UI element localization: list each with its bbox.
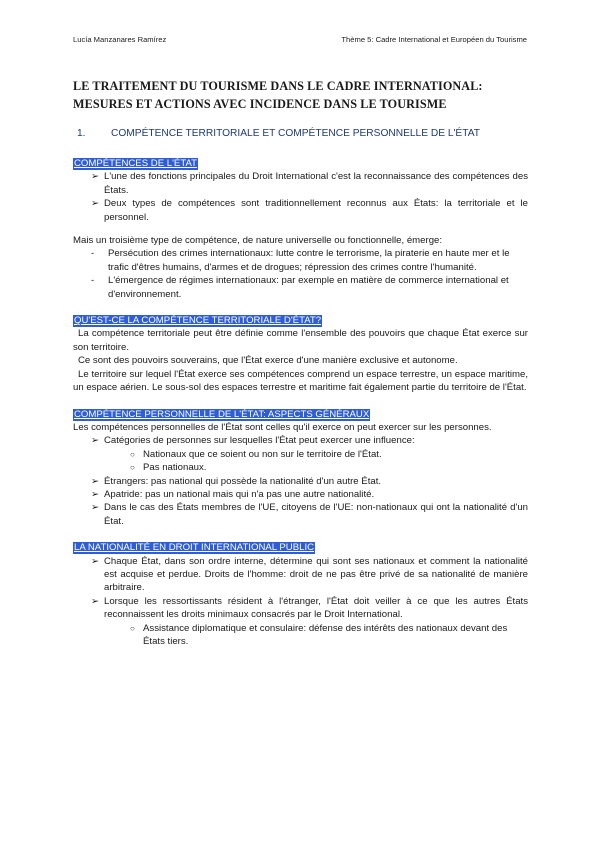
document-body: [73, 157, 528, 648]
title-line-2: MESURES ET ACTIONS AVEC INCIDENCE DANS LE TOURISME: [73, 97, 447, 111]
list-item: - Persécution des crimes internationaux: lutte contre le terrorisme, la piraterie en haute mer et le trafic d'êtres humains, d'armes et de drogues; répression des crimes contre l'humanité.: [91, 248, 510, 273]
section-number: 1.: [77, 128, 86, 139]
circle-bullet-icon: ○: [130, 623, 135, 633]
list-item: ➢ Dans le cas des États membres de l'UE, citoyens de l'UE: non-nationaux qui ont la nationalité d'un État.: [91, 502, 528, 527]
sub-list-item: ○ Nationaux que ce soient ou non sur le territoire de l'État.: [130, 448, 382, 460]
arrow-bullet-icon: ➢: [91, 502, 100, 514]
paragraph: Mais un troisième type de compétence, de nature universelle ou fonctionnelle, émerge:: [73, 235, 443, 247]
arrow-bullet-icon: ➢: [91, 198, 100, 210]
sub-list-item: ○ Assistance diplomatique et consulaire: défense des intérêts des nationaux devant des États tiers.: [130, 622, 508, 647]
list-item: ➢ Catégories de personnes sur lesquelles l'État peut exercer une influence:: [91, 435, 415, 447]
heading-competences: COMPÉTENCES DE L'ÉTAT: [74, 158, 198, 169]
header-course: Thème 5: Cadre International et Européen du Tourisme: [341, 35, 527, 44]
list-item: - L'émergence de régimes internationaux: par exemple en matière de commerce international et d'environnement.: [91, 275, 509, 300]
arrow-bullet-icon: ➢: [91, 555, 100, 567]
heading-personnelle: COMPÉTENCE PERSONNELLE DE L'ÉTAT: ASPECTS GÉNÉRAUX: [74, 408, 370, 420]
section-title: COMPÉTENCE TERRITORIALE ET COMPÉTENCE PERSONNELLE DE L'ÉTAT: [111, 128, 480, 139]
list-item: ➢ Chaque État, dans son ordre interne, détermine qui sont ses nationaux et comment la nationalité est acquise et perdue. Droits de l'homme: droit de ne pas être privé de sa nationalité de manière arbitraire.: [91, 555, 528, 594]
page-title: [73, 77, 543, 113]
arrow-bullet-icon: ➢: [91, 171, 100, 183]
circle-bullet-icon: ○: [130, 463, 135, 473]
circle-bullet-icon: ○: [130, 449, 135, 459]
list-item: ➢ Apatride: pas un national mais qui n'a pas une autre nationalité.: [91, 488, 375, 500]
list-item: ➢ L'une des fonctions principales du Droit International c'est la reconnaissance des compétences des États.: [91, 171, 528, 196]
paragraph: Ce sont des pouvoirs souverains, que l'État exerce d'une manière exclusive et autonome.: [78, 355, 458, 367]
section-heading-1: [73, 128, 533, 139]
header-author: Lucía Manzanares Ramírez: [73, 35, 167, 44]
dash-bullet-icon: -: [91, 275, 95, 287]
arrow-bullet-icon: ➢: [91, 435, 100, 447]
title-line-1: LE TRAITEMENT DU TOURISME DANS LE CADRE INTERNATIONAL:: [73, 79, 483, 93]
heading-nationalite: LA NATIONALITÉ EN DROIT INTERNATIONAL PUBLIC: [74, 542, 315, 554]
paragraph: La compétence territoriale peut être définie comme l'ensemble des pouvoirs que chaque État exerce sur son territoire.: [73, 328, 528, 353]
dash-bullet-icon: -: [91, 248, 95, 260]
arrow-bullet-icon: ➢: [91, 488, 100, 500]
heading-territoriale: QU'EST-CE LA COMPÉTENCE TERRITORIALE D'ÉTAT?: [74, 315, 322, 327]
sub-list-item: ○ Pas nationaux.: [130, 462, 207, 474]
paragraph: Les compétences personnelles de l'État sont celles qu'il exerce on peut exercer sur les personnes.: [73, 421, 492, 433]
list-item: ➢ Lorsque les ressortissants résident à l'étranger, l'État doit veiller à ce que les autres États reconnaissent les droits minimaux consacrés par le Droit International.: [91, 595, 528, 621]
paragraph: Le territoire sur lequel l'État exerce ses compétences comprend un espace terrestre, un espace maritime, un espace aérien. Le sous-sol des espaces terrestre et maritime fait également partie du territoire de l'État.: [73, 368, 528, 394]
list-item: ➢ Deux types de compétences sont traditionnellement reconnus aux États: la territoriale et le personnel.: [91, 198, 528, 223]
list-item: ➢ Étrangers: pas national qui possède la nationalité d'un autre État.: [91, 475, 382, 487]
arrow-bullet-icon: ➢: [91, 475, 100, 487]
arrow-bullet-icon: ➢: [91, 595, 100, 607]
